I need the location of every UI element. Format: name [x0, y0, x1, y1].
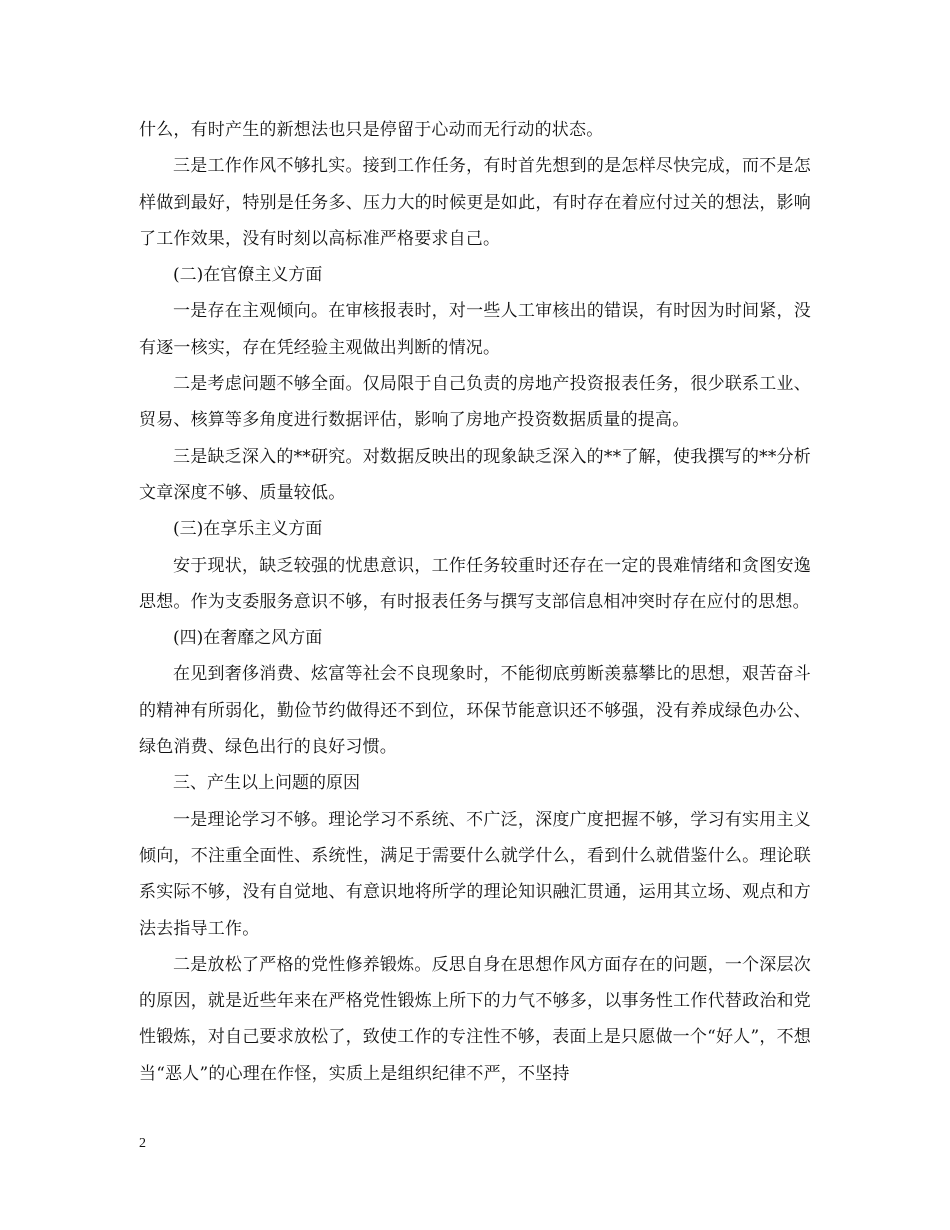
section-heading-bureaucratism: (二)在官僚主义方面 [173, 265, 323, 286]
paragraph-complacency: 安于现状，缺乏较强的忧患意识，工作任务较重时还存在一定的畏难情绪和贪图安逸思想。作为支委服务意识不够，有时报表任务与撰写支部信息相冲突时存在应付的思想。 [139, 555, 811, 612]
page-number: 2 [139, 1136, 146, 1151]
paragraph-theory-study: 一是理论学习不够。理论学习不系统、不广泛，深度广度把握不够，学习有实用主义倾向，不注重全面性、系统性，满足于需要什么就学什么，看到什么就借鉴什么。理论联系实际不够，没有自觉地、有意识地将所学的理论知识融汇贯通，运用其立场、观点和方法去指导工作。 [139, 809, 811, 939]
section-heading-hedonism: (三)在享乐主义方面 [173, 519, 323, 540]
section-heading-extravagance: (四)在奢靡之风方面 [173, 628, 323, 649]
paragraph-lack-research: 三是缺乏深入的**研究。对数据反映出的现象缺乏深入的**了解，使我撰写的**分析文章深度不够、质量较低。 [139, 446, 811, 503]
paragraph-continuation: 什么，有时产生的新想法也只是停留于心动而无行动的状态。 [139, 120, 604, 140]
paragraph-work-style: 三是工作作风不够扎实。接到工作任务，有时首先想到的是怎样尽快完成，而不是怎样做到最好，特别是任务多、压力大的时候更是如此，有时存在着应付过关的想法，影响了工作效果，没有时刻以高标准严格要求自己。 [139, 156, 811, 249]
paragraph-extravagance: 在见到奢侈消费、炫富等社会不良现象时，不能彻底剪断羡慕攀比的思想，艰苦奋斗的精神有所弱化，勤俭节约做得还不到位，环保节能意识还不够强，没有养成绿色办公、绿色消费、绿色出行的良好习惯。 [139, 664, 811, 758]
document-body [139, 112, 811, 1092]
paragraph-incomplete-consideration: 二是考虑问题不够全面。仅局限于自己负责的房地产投资报表任务，很少联系工业、贸易、核算等多角度进行数据评估，影响了房地产投资数据质量的提高。 [139, 374, 811, 431]
paragraph-subjective-tendency: 一是存在主观倾向。在审核报表时，对一些人工审核出的错误，有时因为时间紧，没有逐一核实，存在凭经验主观做出判断的情况。 [139, 301, 811, 358]
paragraph-party-discipline: 二是放松了严格的党性修养锻炼。反思自身在思想作风方面存在的问题，一个深层次的原因，就是近些年来在严格党性锻炼上所下的力气不够多，以事务性工作代替政治和党性锻炼，对自己要求放松了，致使工作的专注性不够，表面上是只愿做一个“好人”，不想当“恶人”的心理在作怪，实质上是组织纪律不严，不坚持 [139, 954, 811, 1084]
section-heading-causes: 三、产生以上问题的原因 [173, 773, 360, 794]
